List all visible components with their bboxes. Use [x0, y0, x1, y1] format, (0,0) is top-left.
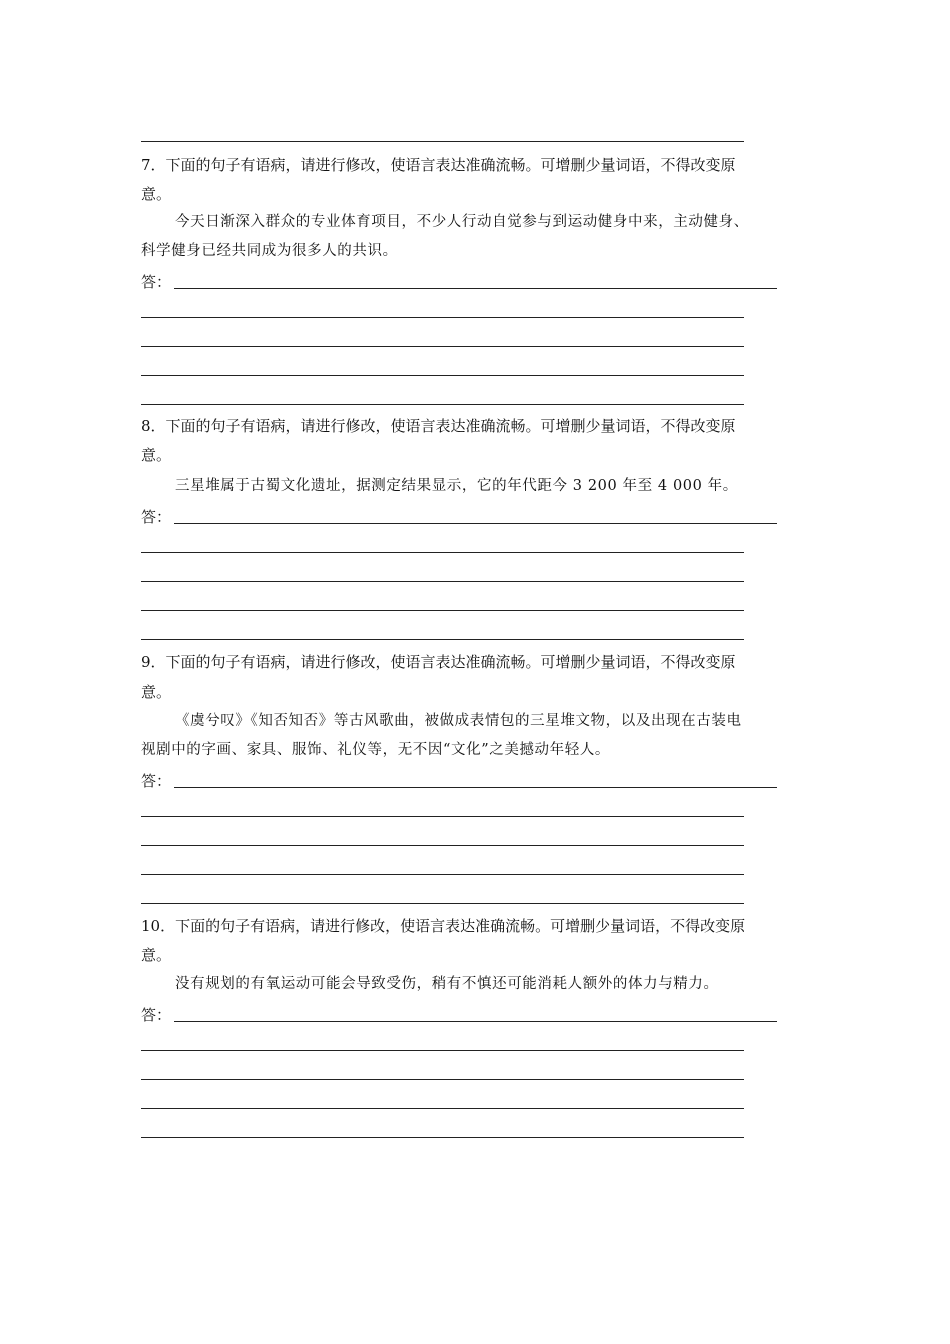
question-7-prompt: 7．下面的句子有语病，请进行修改，使语言表达准确流畅。可增删少量词语，不得改变原 — [141, 156, 736, 174]
answer-line[interactable] — [174, 787, 777, 788]
question-7-sentence: 今天日渐深入群众的专业体育项目，不少人行动自觉参与到运动健身中来，主动健身、 — [175, 214, 749, 230]
question-9-sentence: 《虞兮叹》《知否知否》等古风歌曲，被做成表情包的三星堆文物，以及出现在古装电 — [175, 713, 742, 729]
question-10-prompt-cont: 意。 — [141, 946, 172, 964]
answer-line[interactable] — [141, 874, 744, 875]
question-8-prompt: 8．下面的句子有语病，请进行修改，使语言表达准确流畅。可增删少量词语，不得改变原 — [141, 417, 736, 435]
answer-line[interactable] — [141, 903, 744, 904]
answer-line[interactable] — [141, 639, 744, 640]
answer-label: 答： — [141, 1006, 172, 1024]
answer-line[interactable] — [141, 610, 744, 611]
question-10-sentence: 没有规划的有氧运动可能会导致受伤，稍有不慎还可能消耗人额外的体力与精力。 — [175, 976, 719, 992]
question-7-sentence-cont: 科学健身已经共同成为很多人的共识。 — [141, 243, 398, 259]
question-9-sentence-cont: 视剧中的字画、家具、服饰、礼仪等，无不因“文化”之美撼动年轻人。 — [141, 742, 611, 758]
answer-line[interactable] — [141, 404, 744, 405]
answer-line[interactable] — [141, 816, 744, 817]
answer-line[interactable] — [141, 1108, 744, 1109]
answer-line[interactable] — [141, 581, 744, 582]
answer-line[interactable] — [141, 1050, 744, 1051]
question-7-prompt-cont: 意。 — [141, 185, 172, 203]
answer-label: 答： — [141, 772, 172, 790]
answer-line[interactable] — [141, 375, 744, 376]
question-8-prompt-cont: 意。 — [141, 446, 172, 464]
answer-line[interactable] — [141, 845, 744, 846]
question-8-sentence: 三星堆属于古蜀文化遗址，据测定结果显示，它的年代距今 3 200 年至 4 000 年。 — [175, 478, 738, 494]
answer-line[interactable] — [174, 523, 777, 524]
answer-line[interactable] — [141, 552, 744, 553]
answer-line[interactable] — [141, 1137, 744, 1138]
question-10-prompt: 10．下面的句子有语病，请进行修改，使语言表达准确流畅。可增删少量词语，不得改变原 — [141, 917, 746, 935]
answer-line[interactable] — [174, 1021, 777, 1022]
answer-line[interactable] — [141, 141, 744, 142]
answer-line[interactable] — [141, 317, 744, 318]
question-9-prompt-cont: 意。 — [141, 683, 172, 701]
answer-label: 答： — [141, 273, 172, 291]
answer-line[interactable] — [141, 1079, 744, 1080]
answer-line[interactable] — [174, 288, 777, 289]
question-9-prompt: 9．下面的句子有语病，请进行修改，使语言表达准确流畅。可增删少量词语，不得改变原 — [141, 653, 736, 671]
answer-line[interactable] — [141, 346, 744, 347]
answer-label: 答： — [141, 508, 172, 526]
